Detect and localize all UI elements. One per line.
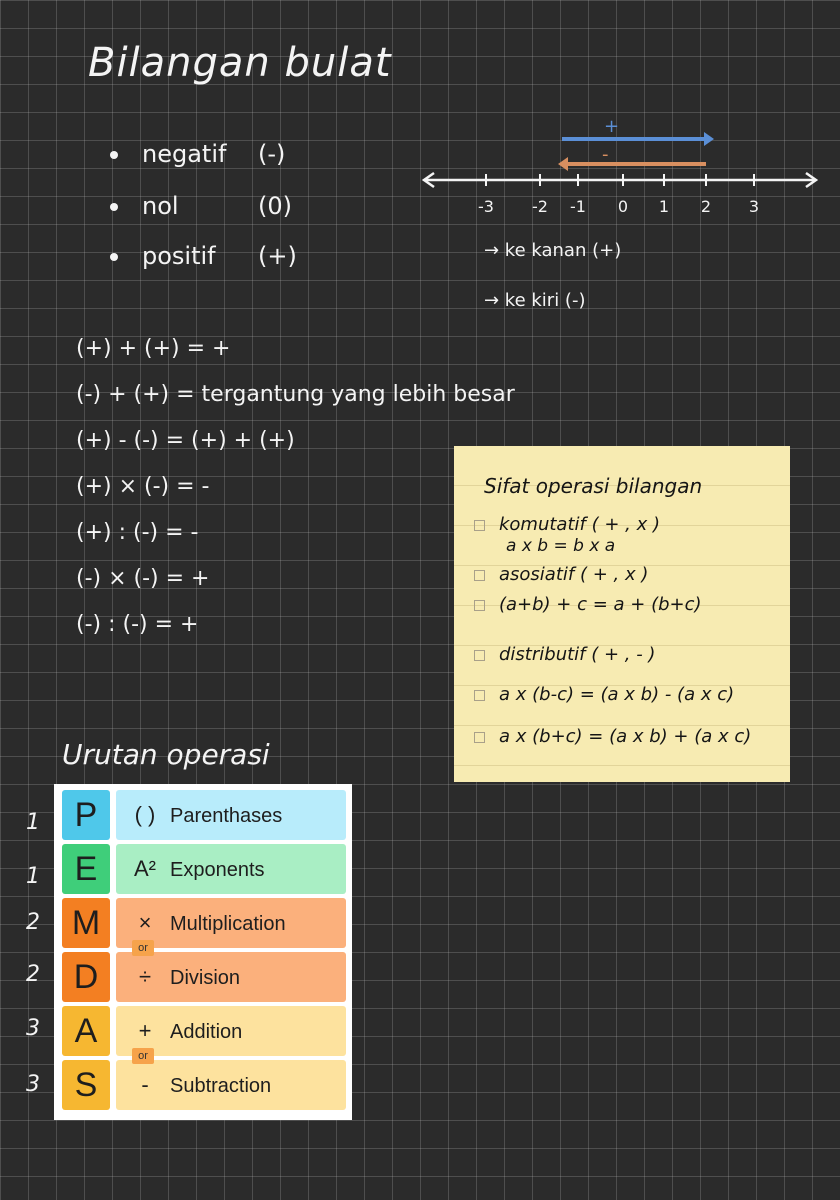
plus-label: + — [604, 118, 620, 137]
bullet-dot — [110, 253, 118, 261]
pemdas-desc: + Addition — [116, 1006, 346, 1056]
exponent-icon: A² — [134, 856, 156, 881]
sign-rule: (+) + (+) = + — [76, 336, 231, 361]
minus-icon: - — [141, 1072, 149, 1097]
sticky-item: (a+b) + c = a + (b+c) — [474, 594, 702, 615]
pemdas-letter: A — [62, 1006, 110, 1056]
checkbox[interactable] — [474, 650, 485, 661]
bullet-dot — [110, 151, 118, 159]
sign-rule: (-) : (-) = + — [76, 612, 199, 637]
pemdas-row — [62, 1006, 346, 1056]
sign-rule: (+) - (-) = (+) + (+) — [76, 428, 295, 453]
number-line — [418, 118, 828, 218]
tick-label: -3 — [478, 197, 494, 216]
sticky-note — [454, 446, 790, 782]
tick-label: -1 — [570, 197, 586, 216]
plus-arrow-head — [704, 132, 714, 146]
pemdas-letter: M — [62, 898, 110, 948]
sticky-example: a x b = b x a — [506, 536, 616, 556]
pemdas-letter: E — [62, 844, 110, 894]
checkbox[interactable] — [474, 732, 485, 743]
tick-label: 0 — [617, 197, 629, 216]
priority-number: 3 — [26, 1072, 40, 1097]
sticky-item: distributif ( + , - ) — [474, 644, 655, 665]
direction-right: → ke kanan (+) — [484, 240, 622, 261]
sticky-item: asosiatif ( + , x ) — [474, 564, 648, 585]
pemdas-desc: A² Exponents — [116, 844, 346, 894]
page-title: Bilangan bulat — [88, 40, 392, 86]
bullet-dot — [110, 203, 118, 211]
priority-number: 3 — [26, 1016, 40, 1041]
tick-label: 2 — [700, 197, 712, 216]
minus-arrow-head — [558, 157, 568, 171]
pemdas-letter: S — [62, 1060, 110, 1110]
sign-rule: (+) × (-) = - — [76, 474, 210, 499]
priority-number: 2 — [26, 962, 40, 987]
sticky-item: a x (b-c) = (a x b) - (a x c) — [474, 684, 734, 705]
pemdas-desc: ÷ Division — [116, 952, 346, 1002]
tick-label: 1 — [658, 197, 670, 216]
pemdas-desc: ( ) Parenthases — [116, 790, 346, 840]
pemdas-letter: D — [62, 952, 110, 1002]
type-negative: negatif (-) — [110, 140, 226, 168]
divide-icon: ÷ — [138, 964, 152, 989]
checkbox[interactable] — [474, 600, 485, 611]
pemdas-row — [62, 790, 346, 840]
sign-rule: (-) + (+) = tergantung yang lebih besar — [76, 382, 515, 407]
multiply-icon: × — [138, 910, 152, 935]
parentheses-icon: ( ) — [134, 802, 156, 827]
pemdas-row — [62, 1060, 346, 1110]
sticky-title: Sifat operasi bilangan — [484, 474, 703, 498]
checkbox[interactable] — [474, 690, 485, 701]
pemdas-desc: × Multiplication — [116, 898, 346, 948]
priority-number: 2 — [26, 910, 40, 935]
type-zero: nol (0) — [110, 192, 179, 220]
plus-icon: + — [138, 1018, 152, 1043]
or-badge: or — [132, 940, 154, 956]
checkbox[interactable] — [474, 570, 485, 581]
checkbox[interactable] — [474, 520, 485, 531]
pemdas-row — [62, 844, 346, 894]
sticky-item: komutatif ( + , x ) — [474, 514, 660, 535]
priority-number: 1 — [26, 810, 40, 835]
tick-label: -2 — [532, 197, 548, 216]
priority-number: 1 — [26, 864, 40, 889]
type-positive: positif (+) — [110, 242, 216, 270]
or-badge: or — [132, 1048, 154, 1064]
minus-label: - — [602, 144, 609, 165]
order-title: Urutan operasi — [62, 738, 270, 771]
direction-left: → ke kiri (-) — [484, 290, 586, 311]
sticky-item: a x (b+c) = (a x b) + (a x c) — [474, 726, 751, 747]
pemdas-row — [62, 898, 346, 948]
pemdas-row — [62, 952, 346, 1002]
tick-label: 3 — [748, 197, 760, 216]
sign-rule: (-) × (-) = + — [76, 566, 210, 591]
sign-rule: (+) : (-) = - — [76, 520, 199, 545]
pemdas-desc: - Subtraction — [116, 1060, 346, 1110]
pemdas-letter: P — [62, 790, 110, 840]
pemdas-chart — [54, 784, 352, 1120]
